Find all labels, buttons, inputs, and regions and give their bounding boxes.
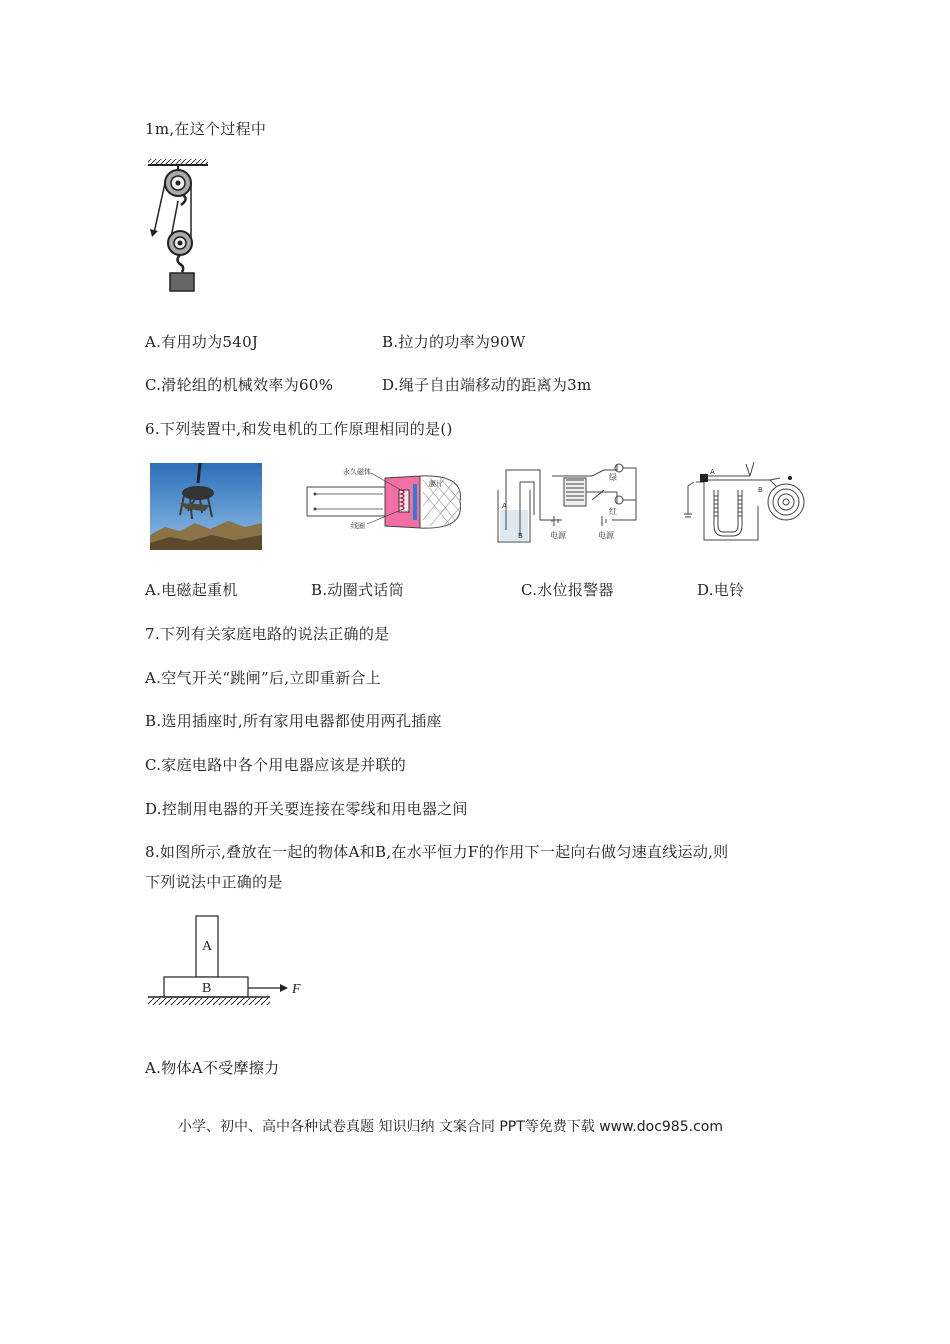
block-a-label: A [202, 939, 213, 954]
mic-label-magnet: 永久磁体 [343, 468, 371, 476]
pull-arrow-icon [150, 229, 158, 237]
mic-label-diaphragm: 膜片 [429, 480, 443, 488]
force-label: F [292, 982, 301, 997]
q8-option-a: A.物体A不受摩擦力 [145, 1059, 280, 1077]
q7-option-b: B.选用插座时,所有家用电器都使用两孔插座 [145, 712, 442, 730]
q6-option-a: A.电磁起重机 [145, 581, 238, 599]
electromagnetic-crane-image [150, 463, 262, 550]
q5-option-c: C.滑轮组的机械效率为60% [145, 376, 334, 394]
water-level-alarm-diagram [492, 460, 642, 550]
q6-stem: 6.下列装置中,和发电机的工作原理相同的是() [145, 420, 453, 438]
q5-option-d: D.绳子自由端移动的距离为3m [382, 376, 592, 394]
alarm-label-a: A [502, 502, 507, 510]
q7-stem: 7.下列有关家庭电路的说法正确的是 [145, 625, 390, 643]
bell-label-a: A [710, 468, 715, 476]
q7-option-a: A.空气开关“跳闸”后,立即重新合上 [145, 669, 382, 687]
electric-bell-diagram [680, 456, 808, 546]
bell-label-b: B [758, 486, 763, 494]
movable-pulley [168, 231, 192, 255]
pulley-figure [140, 155, 220, 295]
q5-option-a: A.有用功为540J [145, 333, 259, 351]
hook-icon [178, 255, 184, 272]
q7-option-d: D.控制用电器的开关要连接在零线和用电器之间 [145, 800, 468, 818]
ground-hatch [148, 998, 270, 1005]
alarm-label-source-2: 电源 [598, 531, 614, 540]
lead-in-text: 1m,在这个过程中 [145, 120, 267, 138]
stacked-blocks-figure [140, 910, 315, 1010]
q6-option-d: D.电铃 [697, 581, 745, 599]
q6-option-b: B.动圈式话筒 [311, 581, 404, 599]
alarm-label-red: 红 [609, 507, 617, 516]
fixed-pulley [165, 170, 191, 196]
moving-coil-microphone-diagram [305, 460, 465, 550]
footer-text: 小学、初中、高中各种试卷真题 知识归纳 文案合同 PPT等免费下载 www.doc985.com [178, 1119, 723, 1135]
weight-block [170, 273, 194, 291]
q7-option-c: C.家庭电路中各个用电器应该是并联的 [145, 756, 407, 774]
alarm-label-green: 绿 [609, 473, 617, 482]
q8-stem-line1: 8.如图所示,叠放在一起的物体A和B,在水平恒力F的作用下一起向右做匀速直线运动,则 [145, 843, 729, 861]
q8-stem-line2: 下列说法中正确的是 [145, 873, 283, 891]
alarm-label-source-1: 电源 [550, 531, 566, 540]
alarm-label-b: B [518, 532, 523, 540]
pulley-ceiling [148, 159, 208, 165]
block-b-label: B [202, 981, 212, 996]
q6-option-c: C.水位报警器 [521, 581, 614, 599]
q5-option-b: B.拉力的功率为90W [382, 333, 526, 351]
force-arrow-icon [280, 984, 288, 992]
mic-label-coil: 线圈 [351, 522, 365, 530]
free-rope [154, 183, 165, 233]
